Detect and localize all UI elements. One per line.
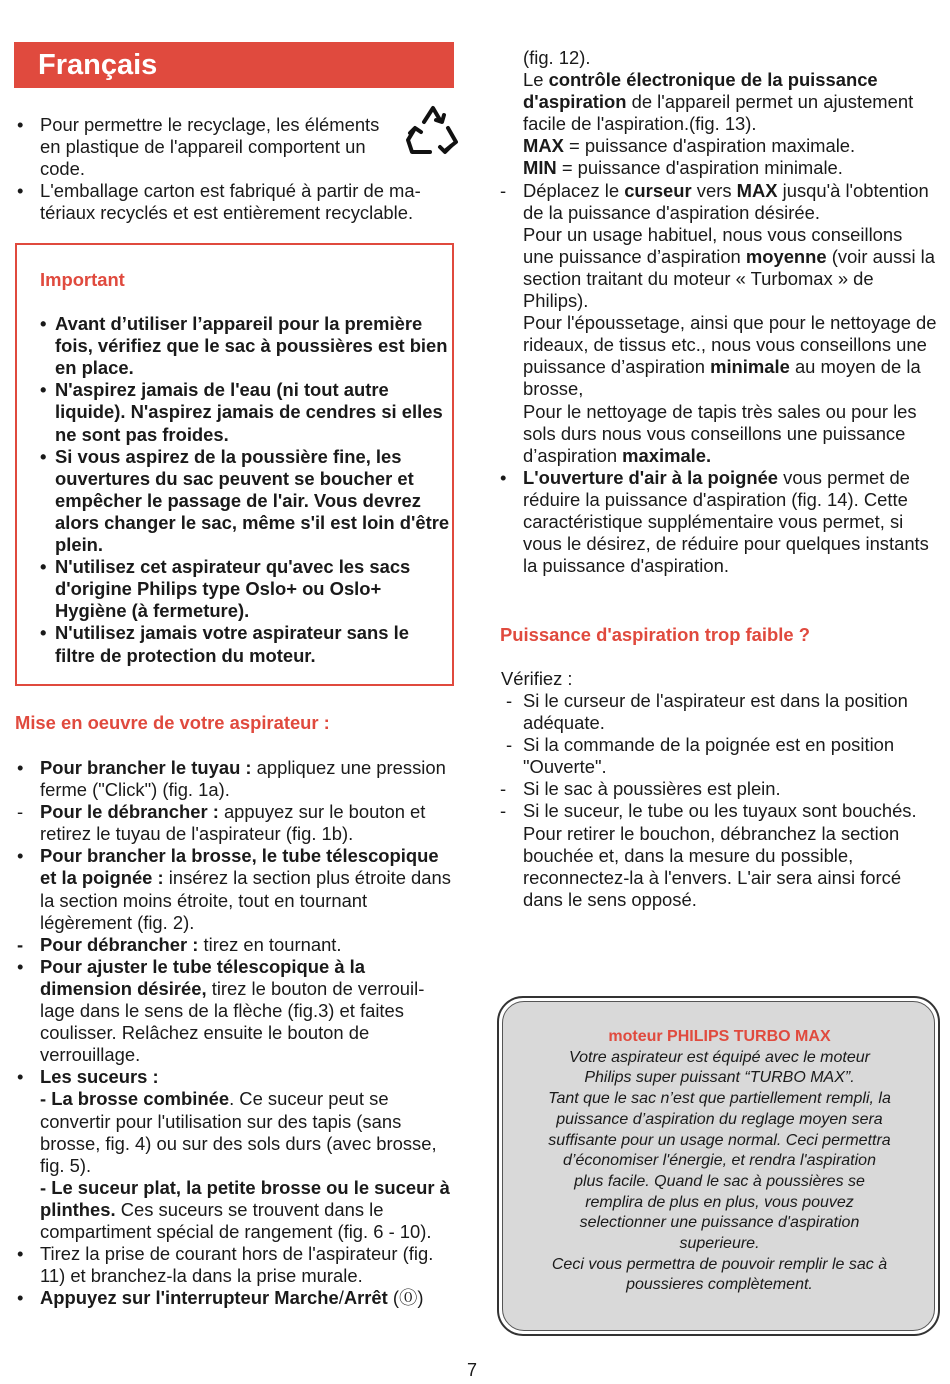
important-content xyxy=(40,269,450,667)
list-item: - Si le curseur de l'aspirateur est dans la position adéquate. xyxy=(506,690,908,734)
list-item: - Pour le débrancher : appuyez sur le bouton et retirez le tuyau de l'aspirateur (fig. 1b). xyxy=(17,801,426,845)
paragraph: (fig. 12). xyxy=(523,47,591,68)
paragraph: Le contrôle électronique de la puissance d'aspiration de l'appareil permet un ajustement facile de l'aspiration.(fig. 13). xyxy=(523,69,914,135)
list-item: • Appuyez sur l'interrupteur Marche/Arrêt (⓪) xyxy=(17,1287,424,1309)
recycling-list-2 xyxy=(15,180,455,224)
paragraph: Pour l'époussetage, ainsi que pour le nettoyage de rideaux, de tissus etc., nous vous conseillons une puissance d’aspiration minimale au moyen de la brosse, xyxy=(523,312,937,400)
recycle-icon xyxy=(402,100,464,160)
section-heading: Puissance d'aspiration trop faible ? xyxy=(500,624,810,645)
checklist xyxy=(498,690,938,911)
list-item: - Si la commande de la poignée est en position "Ouverte". xyxy=(506,734,895,778)
sub-item: - Le suceur plat, la petite brosse ou le suceur à plinthes. Ces suceurs se trouvent dans le compartiment spécial de rangement (fig. 6 - 10). xyxy=(40,1176,450,1242)
list-item: • L'ouverture d'air à la poignée vous permet de réduire la puissance d'aspiration (fig. 14). Cette caractéristique supplémentaire vous permet, si vous le désirez, de réduire pour quelques instants la puissance d'aspiration. xyxy=(500,466,929,577)
paragraph: Pour le nettoyage de tapis très sales ou pour les sols durs nous vous conseillons une puissance d’aspiration maximale. xyxy=(523,400,917,466)
list-item: • N'utilisez jamais votre aspirateur sans le filtre de protection du moteur. xyxy=(40,622,409,666)
section-title-banner: Français xyxy=(14,42,454,88)
list-item: • Avant d’utiliser l’appareil pour la première fois, vérifiez que le sac à poussières est bien en place. xyxy=(40,313,448,379)
list-item: • Pour ajuster le tube télescopique à la dimension désirée, tirez le bouton de verrouil-lage dans le sens de la flèche (fig.3) et faites coulisser. Relâchez ensuite le bouton de verrouillage. xyxy=(17,955,425,1066)
list-item: - Si le sac à poussières est plein. xyxy=(500,778,781,800)
callout-text: moteur PHILIPS TURBO MAX Votre aspirateur est équipé avec le moteur Philips super puissant “TURBO MAX”. Tant que le sac n’est que partiellement rempli, la puissance d’aspiration du reglage moyen sera suffisante pour un usage normal. Ceci permettra d’économiser l'énergie, et rendra l'aspiration plus facile. Quand le sac à poussières se remplira de plus en plus, vous pouvez selectionner une puissance d'aspiration superieure. Ceci vous permettra de pouvoir remplir le sac à poussieres complètement. xyxy=(527,1027,912,1296)
verify-label: Vérifiez : xyxy=(501,668,573,689)
setup-instructions xyxy=(15,757,457,1309)
list-item: • Pour permettre le recyclage, les éléments en plastique de l'appareil comportent un code. xyxy=(17,114,380,180)
list-item: • L'emballage carton est fabriqué à partir de ma-tériaux recyclés et est entièrement recyclable. xyxy=(17,180,421,224)
recycling-list xyxy=(15,114,400,180)
list-item: • N'utilisez cet aspirateur qu'avec les sacs d'origine Philips type Oslo+ ou Oslo+ Hygiène (à fermeture). xyxy=(40,556,411,622)
right-column xyxy=(498,47,938,577)
list-item: - Pour débrancher : tirez en tournant. xyxy=(17,933,342,955)
page-number: 7 xyxy=(467,1360,478,1380)
list-item: - Si le suceur, le tube ou les tuyaux sont bouchés. Pour retirer le bouchon, débranchez la section bouchée et, dans la mesure du possible, reconnectez-la à l'envers. L'air sera ainsi forcé dans le sens opposé. xyxy=(500,800,917,910)
callout-title: moteur PHILIPS TURBO MAX xyxy=(608,1028,831,1045)
list-item: • Pour brancher la brosse, le tube télescopique et la poignée : insérez la section plus étroite dans la section moins étroite, tout en tournant légèrement (fig. 2). xyxy=(17,845,451,933)
important-title: Important xyxy=(40,269,125,290)
sub-item: - La brosse combinée. Ce suceur peut se convertir pour l'utilisation sur des tapis (sans brosse, fig. 4) ou sur des sols durs (avec brosse, fig. 5). xyxy=(40,1088,437,1176)
paragraph: MIN = puissance d'aspiration minimale. xyxy=(523,157,843,179)
paragraph: Pour un usage habituel, nous vous conseillons une puissance d’aspiration moyenne (voir aussi la section traitant du moteur « Turbomax » de Philips). xyxy=(523,223,935,312)
list-item: • N'aspirez jamais de l'eau (ni tout autre liquide). N'aspirez jamais de cendres si elles ne sont pas froides. xyxy=(40,379,443,445)
list-item: • Les suceurs : - La brosse combinée. Ce suceur peut se convertir pour l'utilisation sur des tapis (sans brosse, fig. 4) ou sur des sols durs (avec brosse, fig. 5). - Le suceur plat, la petite brosse ou le suceur à plinthes. Ces suceurs se trouvent dans le compartiment spécial de rangement (fig. 6 - 10). xyxy=(15,1066,457,1243)
list-item: • Si vous aspirez de la poussière fine, les ouvertures du sac peuvent se boucher et empêcher le passage de l'air. Vous devrez alors changer le sac, même s'il est loin d'être plein. xyxy=(40,445,450,556)
paragraph: MAX = puissance d'aspiration maximale. xyxy=(523,135,856,157)
list-item: • Tirez la prise de courant hors de l'aspirateur (fig. 11) et branchez-la dans la prise murale. xyxy=(17,1243,434,1287)
section-heading: Mise en oeuvre de votre aspirateur : xyxy=(15,712,330,733)
list-item: • Pour brancher le tuyau : appliquez une pression ferme ("Click") (fig. 1a). xyxy=(17,757,446,801)
list-item: - Déplacez le curseur vers MAX jusqu'à l'obtention de la puissance d'aspiration désirée. xyxy=(500,179,929,223)
